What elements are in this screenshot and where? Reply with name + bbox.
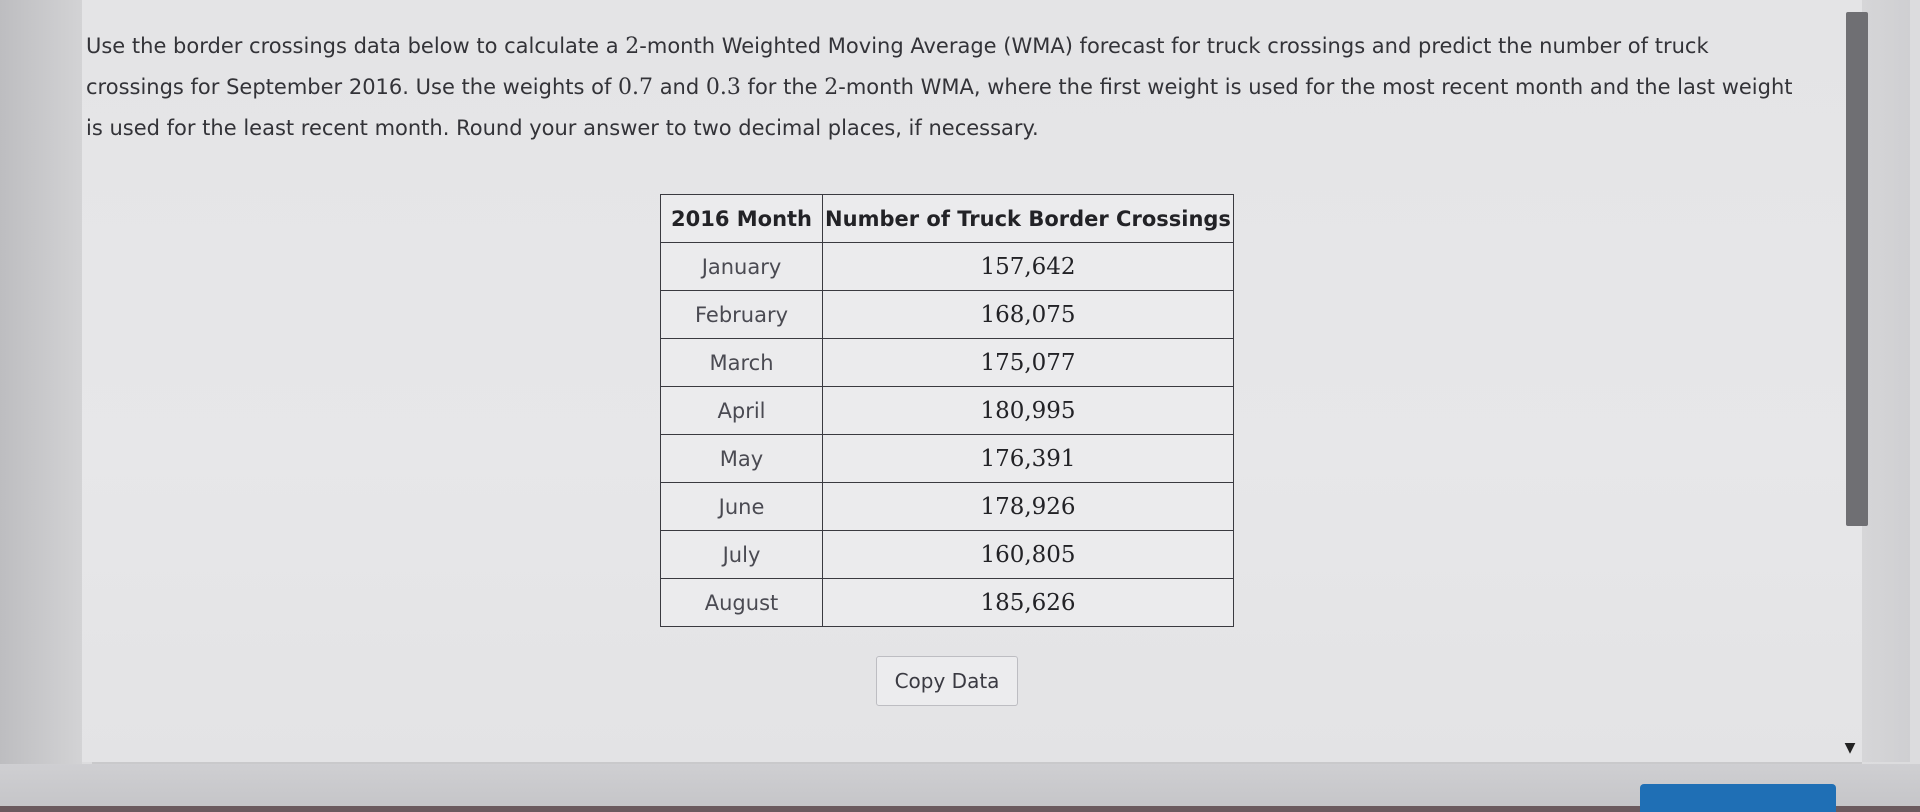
count-cell: 168,075 — [823, 291, 1234, 339]
weight-1: 0.7 — [618, 75, 654, 100]
weight-2: 0.3 — [705, 75, 741, 100]
left-gutter — [0, 0, 82, 812]
column-header-count: Number of Truck Border Crossings — [823, 195, 1234, 243]
scrollbar-track[interactable] — [1862, 0, 1910, 762]
count-cell: 178,926 — [823, 483, 1234, 531]
month-cell: March — [661, 339, 823, 387]
table-row — [661, 339, 1234, 387]
count-cell: 185,626 — [823, 579, 1234, 627]
table-row — [661, 243, 1234, 291]
count-cell: 175,077 — [823, 339, 1234, 387]
data-table — [660, 194, 1234, 627]
count-cell: 176,391 — [823, 435, 1234, 483]
month-cell: April — [661, 387, 823, 435]
table-row — [661, 291, 1234, 339]
question-text — [86, 26, 1806, 149]
scroll-down-icon[interactable]: ▼ — [1844, 740, 1856, 756]
question-part: and — [653, 75, 706, 99]
question-part: Use the border crossings data below to calculate a — [86, 34, 626, 58]
submit-button[interactable] — [1640, 784, 1836, 812]
count-cell: 157,642 — [823, 243, 1234, 291]
table-row — [661, 387, 1234, 435]
scrollbar-thumb[interactable] — [1846, 12, 1868, 526]
count-cell: 160,805 — [823, 531, 1234, 579]
table-row — [661, 483, 1234, 531]
copy-data-button[interactable]: Copy Data — [876, 656, 1018, 706]
question-part: -month Weighted Moving Average (WMA) forecast for truck crossings and predict the number of truck crossings for September 2016. Use the weights of — [86, 34, 1709, 99]
month-cell: February — [661, 291, 823, 339]
table-row — [661, 435, 1234, 483]
question-part: for the — [740, 75, 825, 99]
table-row — [661, 531, 1234, 579]
column-header-month: 2016 Month — [661, 195, 823, 243]
question-number: 2 — [625, 34, 640, 59]
month-cell: August — [661, 579, 823, 627]
month-cell: July — [661, 531, 823, 579]
question-number: 2 — [824, 75, 839, 100]
question-part: -month WMA, where the first weight is used for the most recent month and the last weight is used for the least recent month. Round your answer to two decimal places, if necessary. — [86, 75, 1793, 140]
month-cell: May — [661, 435, 823, 483]
table-header-row — [661, 195, 1234, 243]
bottom-edge — [0, 806, 1920, 812]
count-cell: 180,995 — [823, 387, 1234, 435]
month-cell: June — [661, 483, 823, 531]
month-cell: January — [661, 243, 823, 291]
table-row — [661, 579, 1234, 627]
footer-band — [0, 764, 1920, 812]
